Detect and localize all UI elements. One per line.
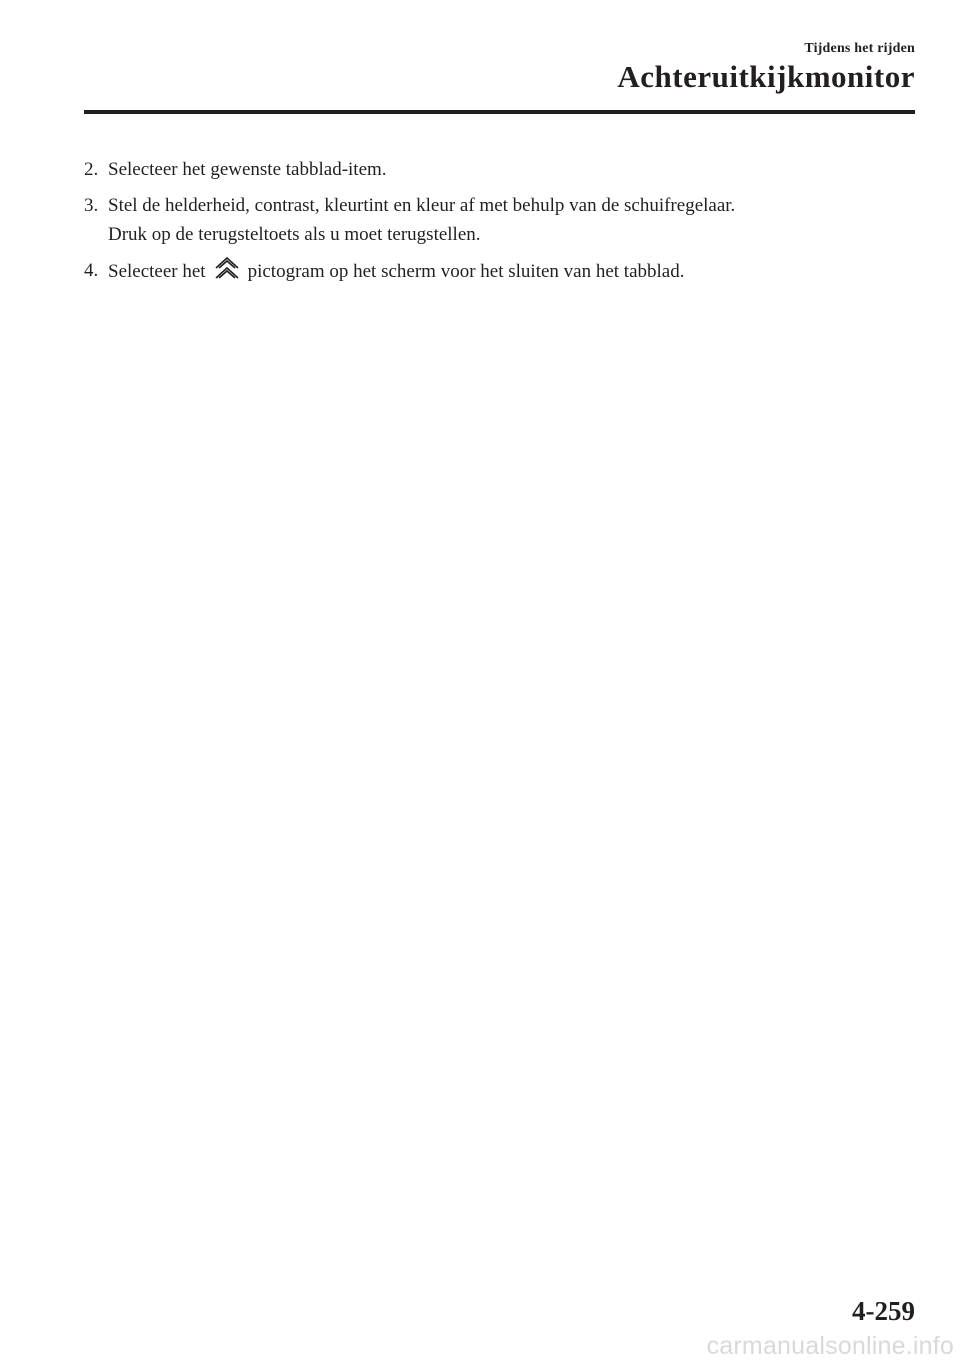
instruction-steps bbox=[84, 155, 915, 293]
section-label: Tijdens het rijden bbox=[804, 41, 915, 56]
step-number: 4. bbox=[84, 260, 99, 281]
step-text: Selecteer het gewenste tabblad-item. bbox=[108, 159, 387, 180]
step-number: 2. bbox=[84, 159, 99, 180]
step-3 bbox=[84, 191, 915, 249]
chapter-title: Achteruitkijkmonitor bbox=[617, 59, 915, 94]
page-number: 4-259 bbox=[852, 1296, 915, 1326]
step-text: Stel de helderheid, contrast, kleurtint en kleur af met behulp van de schuifregelaar. bbox=[108, 195, 736, 216]
step-text-continued: Druk op de terugsteltoets als u moet terugstellen. bbox=[108, 224, 481, 245]
page-header bbox=[84, 40, 915, 95]
double-chevron-up-icon bbox=[212, 256, 242, 282]
step-text bbox=[108, 256, 915, 286]
step-number: 3. bbox=[84, 195, 99, 216]
header-rule bbox=[84, 110, 915, 114]
step-text-after-icon: pictogram op het scherm voor het sluiten van het tabblad. bbox=[247, 261, 685, 282]
step-4 bbox=[84, 256, 915, 286]
step-text-before-icon: Selecteer het bbox=[108, 261, 206, 282]
watermark: carmanualsonline.info bbox=[706, 1332, 954, 1360]
step-2 bbox=[84, 155, 915, 184]
